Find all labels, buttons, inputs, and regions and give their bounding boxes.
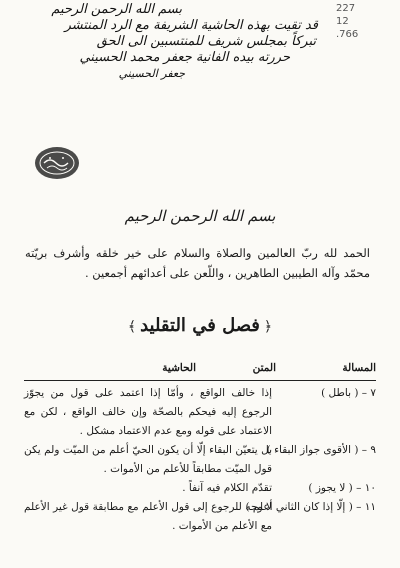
heading-title: فصل في التقليد [140, 315, 260, 336]
row-label: ١١ – ( إلّا إذا كان الثاني أعلم ) [245, 501, 376, 513]
handwritten-signature: جعفر الحسيني [118, 67, 185, 80]
handwritten-line-4: حررته بيده الفانية جعفر محمد الحسيني [79, 50, 290, 65]
intro-paragraph: الحمد لله ربّ العالمين والصلاة والسلام على خير خلقه وأشرف بريّته محمّد وآله الطيبين الطاهرين ، واللّعن على أعدائهم أجمعين . [25, 246, 370, 280]
handwritten-inscription [0, 2, 330, 82]
table-body [24, 384, 376, 536]
table-row [24, 479, 376, 498]
row-text: تقدّم الكلام فيه آنفاً . [182, 482, 272, 494]
handwritten-line-3: تبركاً بمجلس شريف للمنتسبين الى الحق [96, 34, 316, 49]
column-header-hashia: الحاشية [162, 362, 196, 374]
basmala: بسم الله الرحمن الرحيم [124, 207, 276, 225]
row-label: ٧ – ( باطل ) [321, 387, 376, 399]
catalog-number [336, 2, 376, 41]
row-text: إذا خالف الواقع ، وأمّا إذا اعتمد على قول من يجوّز الرجوع إليه فيحكم بالصحّة وإن خالف الواقع ، لكن مع الاعتماد على قوله ومع عدم الاعتماد مشكل . [24, 387, 272, 437]
catalog-line-2: 12 [336, 16, 349, 27]
catalog-line-3: .766 [336, 29, 359, 40]
column-header-matn: المتن [252, 362, 276, 374]
catalog-line-1: 227 [336, 3, 356, 14]
table-header [24, 362, 376, 380]
heading-ornament-left: ﴾ [127, 319, 137, 335]
row-label: ١٠ – ( لا يجوز ) [308, 482, 376, 494]
row-text: لا وجه للرجوع إلى قول الأعلم مع مطابقة قول غير الأعلم مع الأعلم من الأموات . [24, 501, 272, 532]
row-label: ٩ – ( الأقوى جواز البقاء ) [266, 444, 376, 456]
table-row [24, 441, 376, 479]
header-divider [24, 380, 376, 381]
table-row [24, 498, 376, 536]
handwritten-line-1: بسم الله الرحمن الرحيم [51, 2, 182, 17]
handwritten-line-2: قد تقيت بهذه الحاشية الشريفة مع الرد المنتشر [64, 18, 318, 33]
row-text: بل يتعيّن البقاء إلّا أن يكون الحيّ أعلم من الميّت ولم يكن قول الميّت مطابقاً للأعلم من الأموات . [24, 444, 272, 475]
seal-stamp [32, 143, 82, 183]
section-heading [0, 315, 400, 336]
heading-ornament-right: ﴿ [263, 319, 273, 335]
column-header-masala: المسالة [342, 362, 376, 374]
table-row [24, 384, 376, 441]
